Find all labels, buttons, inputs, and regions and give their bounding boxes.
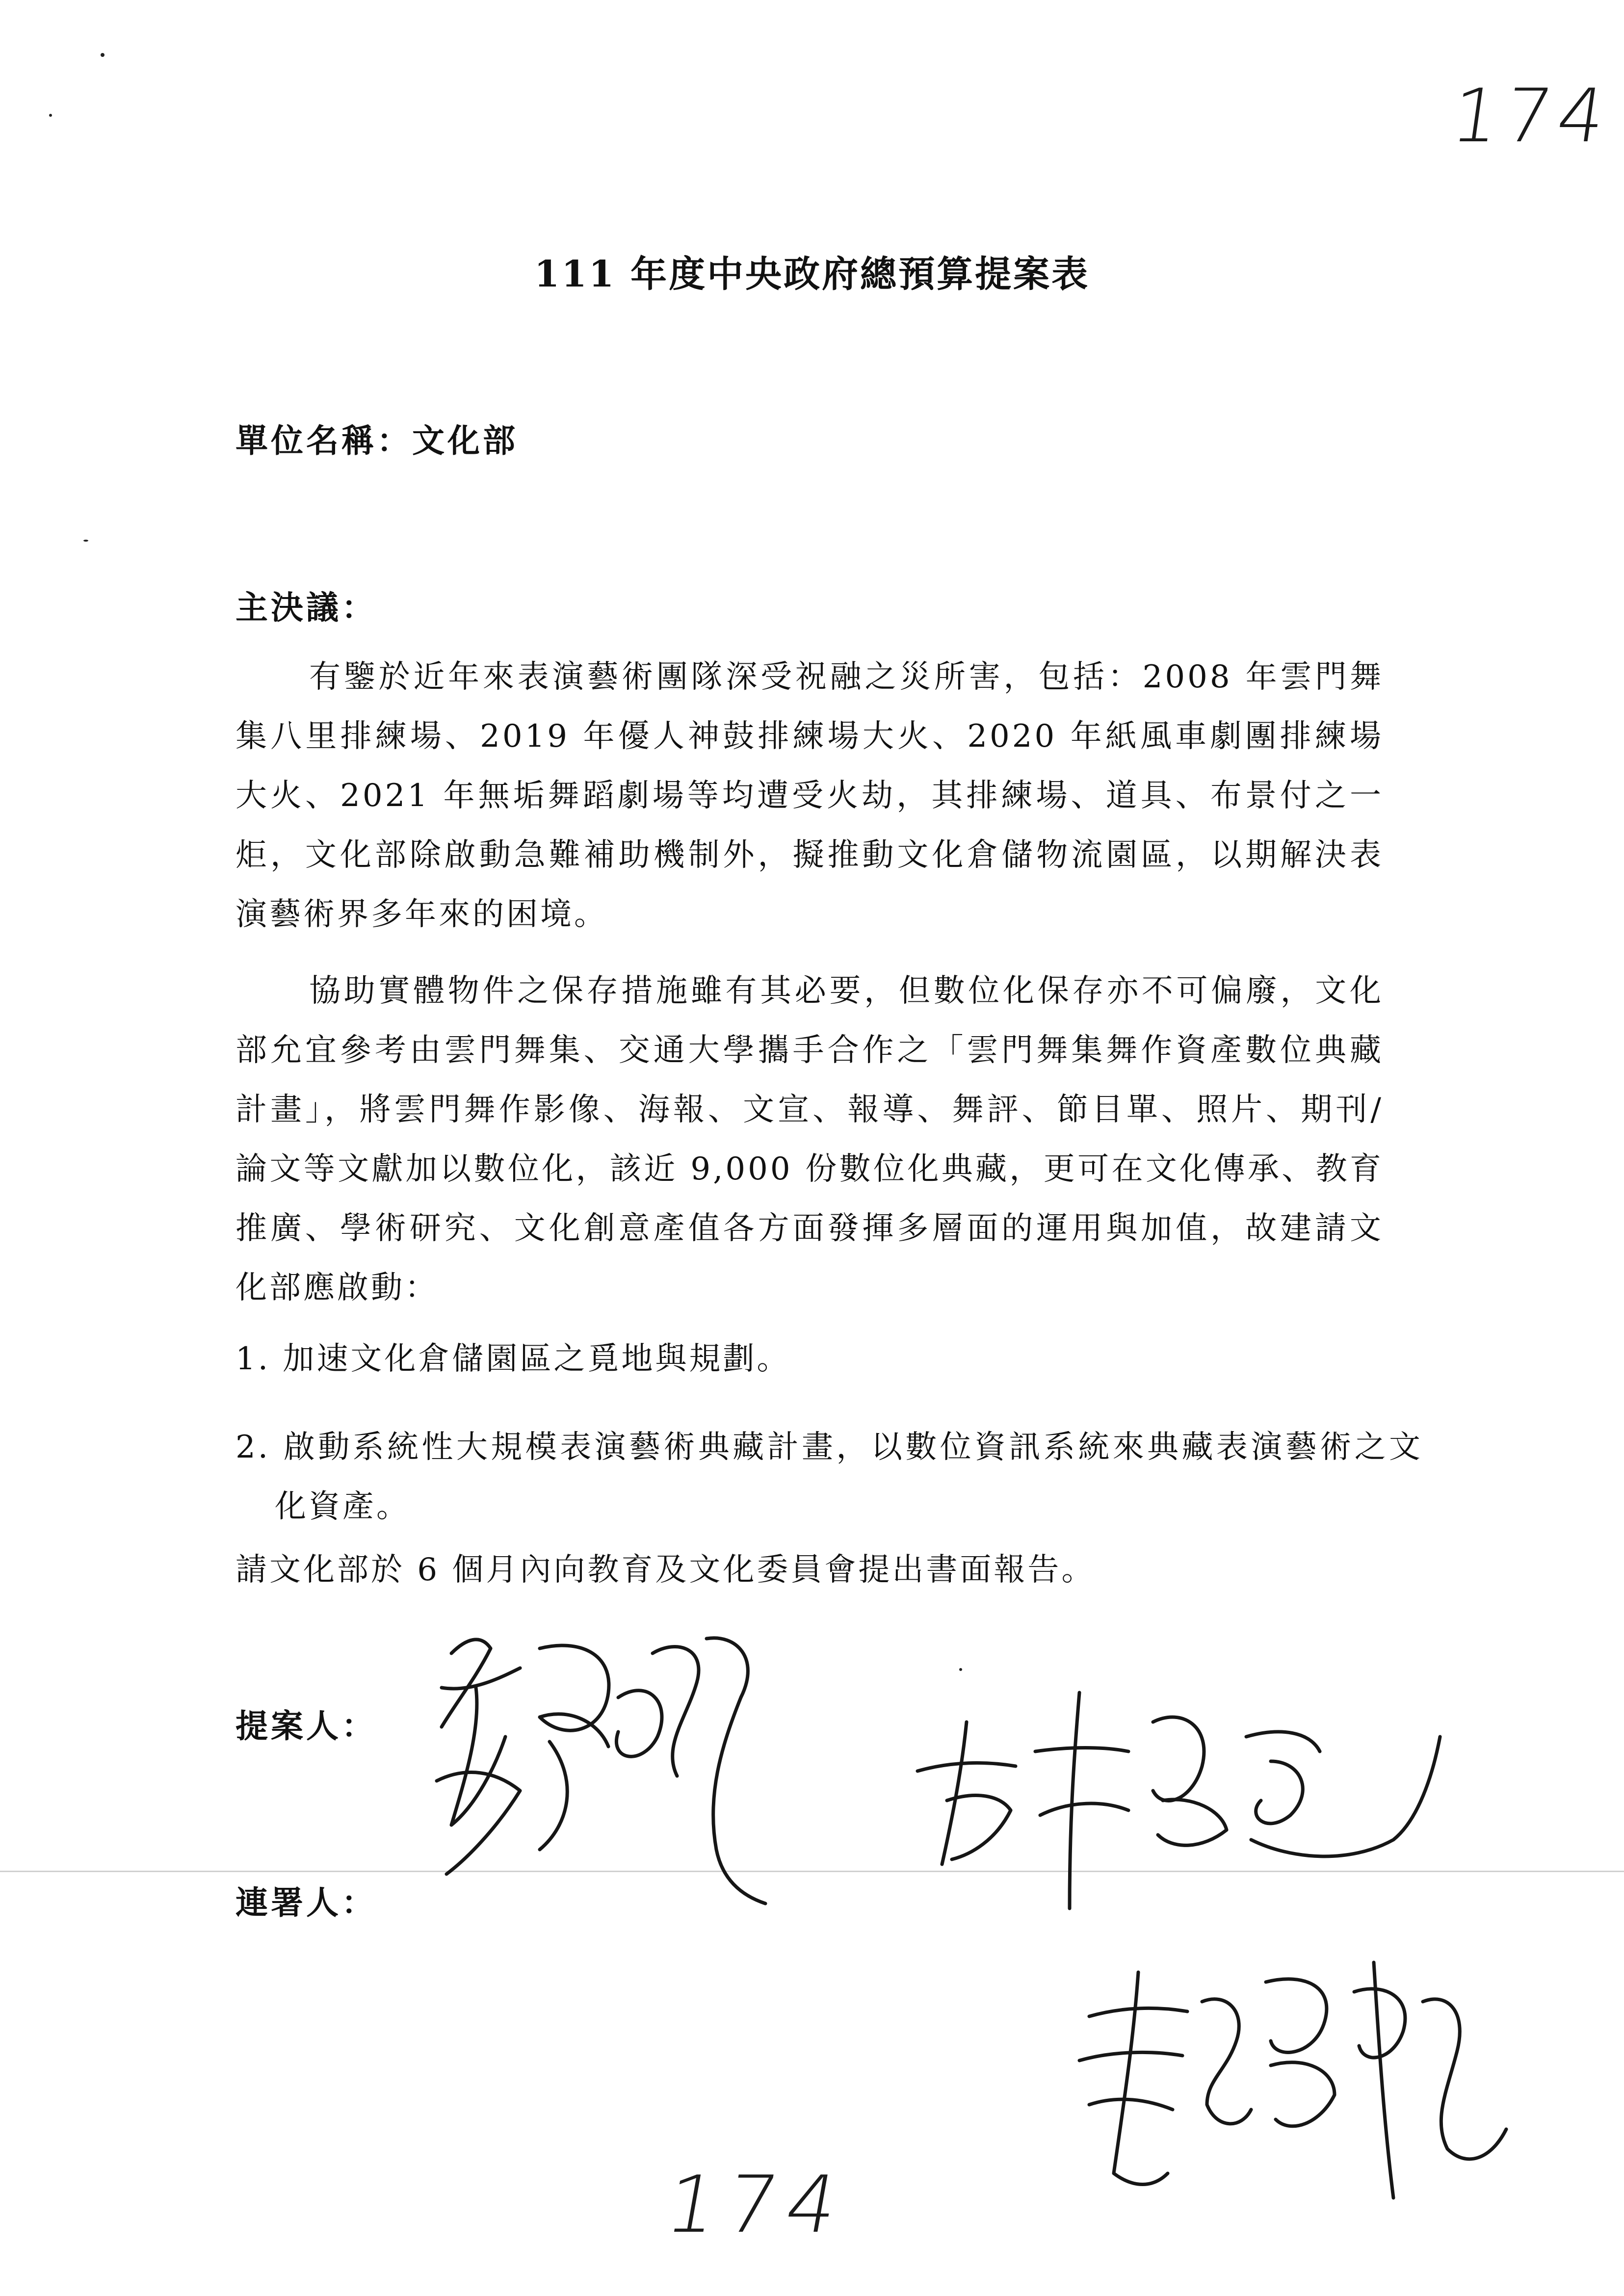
- document-title: 111 年度中央政府總預算提案表: [534, 253, 1090, 295]
- resolution-list-item: 2. 啟動系統性大規模表演藝術典藏計畫，以數位資訊系統來典藏表演藝術之文化資產。: [236, 1429, 1423, 1525]
- handwritten-page-number: 174: [1446, 74, 1617, 159]
- handwritten-page-number: 174: [659, 2159, 855, 2250]
- signature-1: [422, 1619, 824, 1923]
- scan-speck: [83, 540, 88, 542]
- signature-2: [908, 1653, 1447, 1928]
- resolution-list-item: 1. 加速文化倉儲園區之覓地與規劃。: [236, 1341, 791, 1377]
- resolution-heading: 主決議：: [236, 588, 377, 626]
- resolution-paragraph: 有鑒於近年來表演藝術團隊深受祝融之災所害，包括：2008 年雲門舞集八里排練場、2019 年優人神鼓排練場大火、2020 年紙風車劇團排練場大火、2021 年無垢舞蹈劇場等均遭受火劫，其排練場、道具、布景付之一炬，文化部除啟動急難補助機制外，擬推動文化倉儲物流園區，以期解決表演藝術界多年來的困境。: [236, 659, 1384, 933]
- resolution-paragraph: 協助實體物件之保存措施雖有其必要，但數位化保存亦不可偏廢，文化部允宜參考由雲門舞集、交通大學攜手合作之「雲門舞集舞作資產數位典藏計畫」，將雲門舞作影像、海報、文宣、報導、舞評、節目單、照片、期刊/論文等文獻加以數位化，該近 9,000 份數位化典藏，更可在文化傳承、教育推廣、學術研究、文化創意產值各方面發揮多層面的運用與加值，故建請文化部應啟動：: [236, 973, 1384, 1306]
- proposer-label: 提案人：: [236, 1707, 377, 1745]
- scan-speck: [49, 114, 52, 117]
- signature-3: [1060, 1943, 1511, 2218]
- unit-name-label: 單位名稱：文化部: [236, 421, 518, 460]
- cosigner-label: 連署人：: [236, 1883, 377, 1922]
- scan-speck: [101, 53, 105, 57]
- resolution-closing: 請文化部於 6 個月內向教育及文化委員會提出書面報告。: [236, 1552, 1096, 1588]
